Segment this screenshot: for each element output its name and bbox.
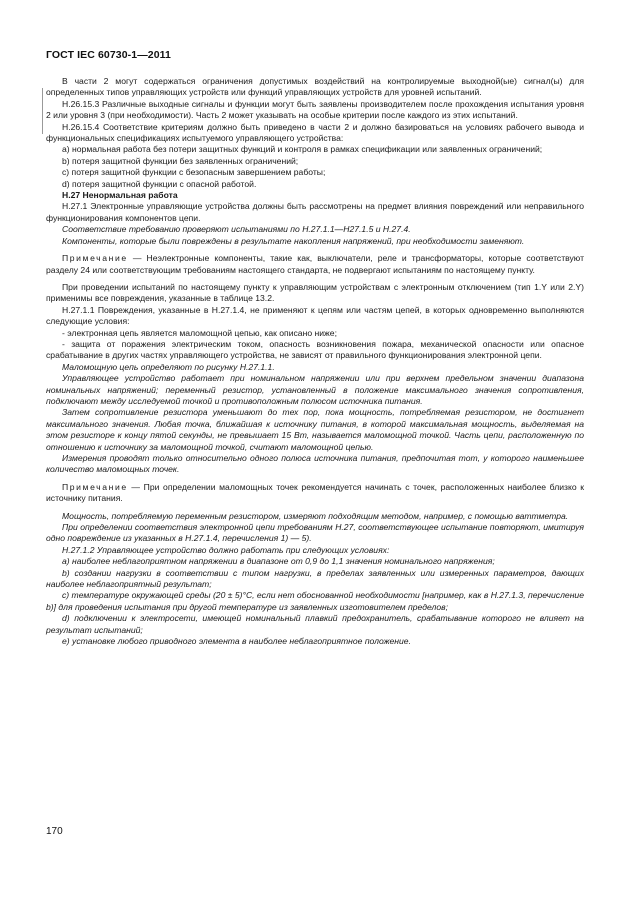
compliance-text: Маломощную цепь определяют по рисунку H.27.1.1. [62,361,275,372]
note-text: — Неэлектронные компоненты, такие как, выключатели, реле и трансформаторы, которые соответствуют разделу 24 или соответствующим требованиям настоящего стандарта, не подвергают испытаниям по настоящему пункту. [46,253,585,275]
list-item: d) подключении к электросети, имеющей номинальный плавкий предохранитель, срабатывание которого не влияет на результат испытаний; [46,613,584,635]
compliance-text: Управляющее устройство работает при номинальном напряжении или при верхнем предельном значении диапазона номинальных напряжений; переменный резистор, установленный в положение максимального значения сопротивления, подключают между исследуемой точкой и противоположным полюсом источника питания. [46,373,584,406]
compliance-text: Затем сопротивление резистора уменьшают до тех пор, пока мощность, потребляемая резистором, не достигнет максимального значения. Любая точка, ближайшая к источнику питания, в которой максимальная мощность, выделяемая на этом резисторе к концу пятой секунды, не превышает 15 Вт, называется маломощной точкой. Часть цепи, расположенную по отношению к источнику за маломощной точкой, считают маломощной цепью. [46,407,584,452]
paragraph: H.27.1 Электронные управляющие устройства должны быть рассмотрены на предмет влияния повреждений или неправильного функционирования компонентов цепи. [46,201,584,223]
compliance-text: При определении соответствия электронной цепи требованиям H.27, соответствующее испытание повторяют, имитируя одно повреждение из указанных в H.27.1.4, перечисления 1) — 5). [46,522,584,544]
page-header: ГОСТ IEC 60730-1—2011 [46,49,171,61]
note-text: — При определении маломощных точек рекомендуется начинать с точек, расположенных наиболее близко к источнику питания. [46,481,585,504]
note-label: Примечание [62,253,128,264]
list-item: - защита от поражения электрическим током, опасность возникновения пожара, механической опасности или опасное срабатывание в других частях управляющего устройства, не зависят от правильного функционирования электронной цепи. [46,338,584,361]
compliance-text: Измерения проводят только относительно одного полюса источника питания, предпочитая тот, у которого наименьшее количество маломощных точек. [46,453,584,475]
page-body [46,76,584,648]
compliance-text: Мощность, потребляемую переменным резистором, измеряют подходящим методом, например, с помощью ваттметра. [62,510,569,521]
list-item: - электронная цепь является маломощной цепью, как описано ниже; [62,327,337,338]
paragraph: При проведении испытаний по настоящему пункту к управляющим устройствам с электронным отключением (тип 1.Y или 2.Y) применимы все повреждения, указанные в таблице 13.2. [46,281,584,304]
paragraph: В части 2 могут содержаться ограничения допустимых воздействий на контролируемые выходной(ые) сигнал(ы) для определенных типов управляющих устройств или функций управляющих устройств для уровней испытаний. [46,76,584,98]
list-item: a) наиболее неблагоприятном напряжении в диапазоне от 0,9 до 1,1 значения номинального напряжения; [62,556,495,567]
compliance-text: H.27.1.2 Управляющее устройство должно работать при следующих условиях: [62,544,390,555]
compliance-text: Соответствие требованию проверяют испытаниями по H.27.1.1—H27.1.5 и H.27.4. [62,224,411,235]
note [46,253,584,276]
list-item: a) нормальная работа без потери защитных функций и контроля в рамках спецификации или заявленных ограничений; [62,144,543,155]
paragraph: H.26.15.3 Различные выходные сигналы и функции могут быть заявлены производителем после прохождения испытания уровня 2 или уровня 3 (при необходимости). Часть 2 может указывать на особые критерии после каждого из этих испытаний. [46,98,584,121]
paragraph: H.26.15.4 Соответствие критериям должно быть приведено в части 2 и должно базироваться на условиях рабочего вывода и функциональных спецификациях испытуемого управляющего устройства: [46,121,584,144]
section-heading: H.27 Ненормальная работа [62,190,178,201]
compliance-text: Компоненты, которые были повреждены в результате накопления напряжений, при необходимости заменяют. [62,235,525,246]
note-label: Примечание [62,481,128,492]
list-item: b) создании нагрузки в соответствии с типом нагрузки, в пределах заявленных или измеренных параметров, дающих наиболее неблагоприятный результат; [46,567,584,590]
list-item: c) потеря защитной функции с безопасным завершением работы; [62,167,326,178]
list-item: c) температуре окружающей среды (20 ± 5)°С, если нет обоснованной необходимости [например, как в H.27.1.3, перечисление b)] для проведения испытания при другой температуре из заявленных изготовителем пределов; [46,590,584,612]
list-item: e) установке любого приводного элемента в наиболее неблагоприятное положение. [62,636,411,647]
paragraph: H.27.1.1 Повреждения, указанные в H.27.1.4, не применяют к цепям или частям цепей, в которых одновременно выполняются следующие условия: [46,304,584,327]
list-item: b) потеря защитной функции без заявленных ограничений; [62,155,299,166]
note [46,482,584,505]
list-item: d) потеря защитной функции с опасной работой. [62,178,257,189]
change-bar [42,88,43,134]
page-number: 170 [46,826,63,837]
